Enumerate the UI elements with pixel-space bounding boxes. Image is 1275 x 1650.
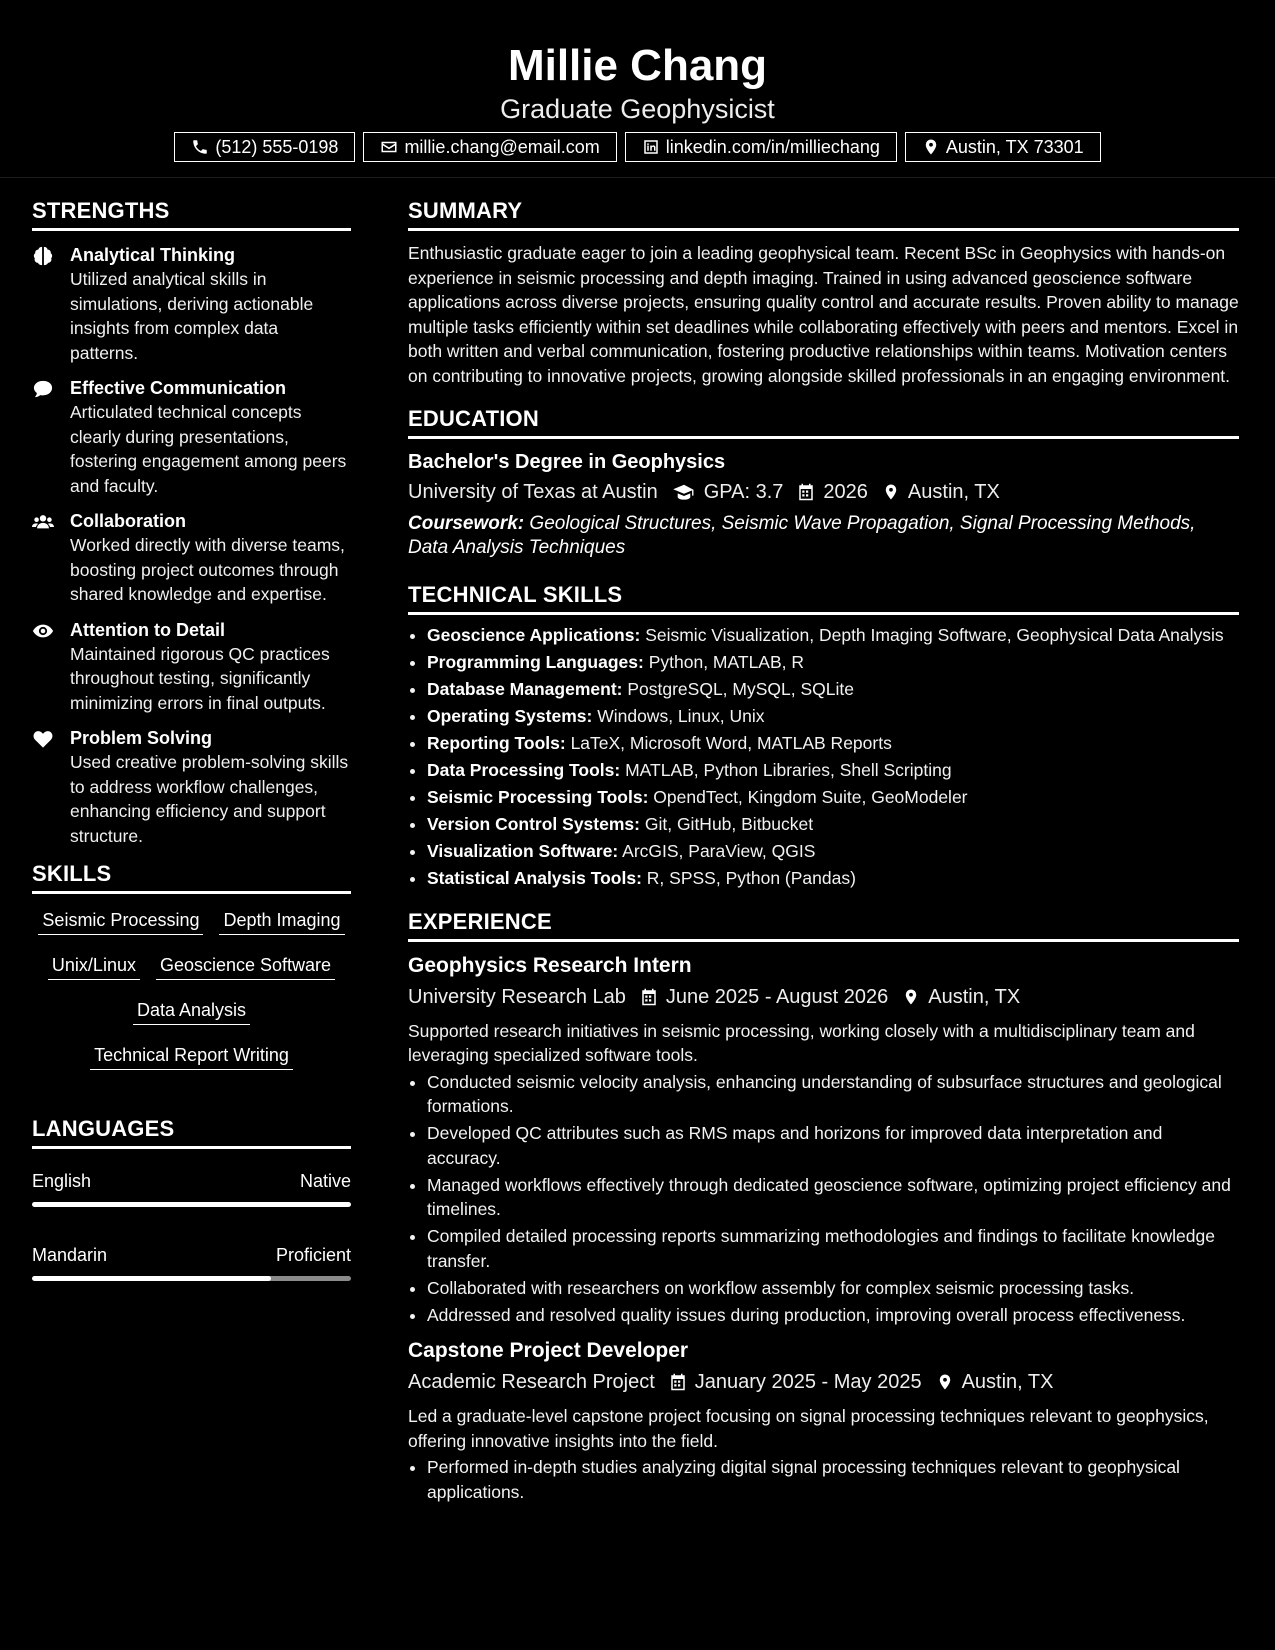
- language-bar: [32, 1202, 351, 1207]
- coursework-list: Geological Structures, Seismic Wave Propagation, Signal Processing Methods, Data Analysis Techniques: [408, 513, 1196, 558]
- strengths-heading: STRENGTHS: [32, 196, 351, 231]
- strength-item: [32, 509, 351, 607]
- graduation-year: 2026: [823, 481, 868, 503]
- gpa: GPA: 3.7: [703, 481, 784, 503]
- job-bullets: [408, 1070, 1239, 1328]
- contact-linkedin[interactable]: [625, 132, 897, 162]
- job-org: University Research Lab: [408, 985, 626, 1008]
- strength-item: [32, 618, 351, 716]
- language-item: [32, 1169, 351, 1207]
- candidate-name: Millie Chang: [507, 41, 768, 90]
- strength-title: Collaboration: [70, 511, 186, 531]
- phone-icon: [191, 138, 209, 156]
- map-pin-icon: [936, 1373, 954, 1391]
- email-text: millie.chang@email.com: [404, 137, 600, 157]
- strength-desc: Used creative problem-solving skills to address workflow challenges, enhancing efficiency and support structure.: [70, 752, 349, 846]
- strengths-section: [32, 196, 351, 848]
- education-heading: EDUCATION: [408, 404, 1239, 439]
- calendar-icon: [669, 1373, 687, 1391]
- list-item: • Database Management: PostgreSQL, MySQL, SQLite: [427, 677, 1239, 702]
- phone-text: (512) 555-0198: [215, 137, 339, 157]
- technical-skills-heading: TECHNICAL SKILLS: [408, 580, 1239, 615]
- job-org: Academic Research Project: [408, 1371, 655, 1393]
- contact-location[interactable]: [905, 132, 1101, 162]
- summary-text: Enthusiastic graduate eager to join a leading geophysical team. Recent BSc in Geophysics with hands-on experience in seismic processing and depth imaging. Trained in using advanced geoscience software applications across diverse projects, ensuring quality control and accurate results. Proven ability to manage multiple tasks efficiently within set deadlines while collaborating effectively with peers and mentors. Excel in both written and verbal communication, fostering productive relationships within teams. Motivation centers on contributing to innovative projects, growing alongside skilled professionals in an engaging environment.: [408, 243, 1239, 386]
- job-desc: Supported research initiatives in seismic processing, working closely with a multidisciplinary team and leveraging specialized software tools.: [408, 1020, 1195, 1065]
- map-pin-icon: [922, 138, 940, 156]
- job-location: Austin, TX: [961, 1371, 1054, 1393]
- degree-title: Bachelor's Degree in Geophysics: [408, 451, 726, 473]
- job-location: Austin, TX: [928, 985, 1021, 1008]
- brain-icon: [32, 246, 54, 266]
- list-item: • Reporting Tools: LaTeX, Microsoft Word, MATLAB Reports: [427, 731, 1239, 756]
- language-level: Native: [299, 1171, 351, 1191]
- job-dates: January 2025 - May 2025: [694, 1371, 922, 1393]
- job-title: Capstone Project Developer: [408, 1339, 689, 1362]
- contact-bar: [0, 132, 1275, 162]
- linkedin-text: linkedin.com/in/milliechang: [665, 137, 880, 157]
- skill-tag: Data Analysis: [133, 998, 250, 1025]
- users-icon: [32, 512, 54, 532]
- list-item: • Developed QC attributes such as RMS maps and horizons for improved data interpretation and accuracy.: [427, 1121, 1239, 1170]
- strength-title: Effective Communication: [70, 378, 287, 398]
- speech-bubble-icon: [32, 379, 54, 399]
- strength-desc: Maintained rigorous QC practices throughout testing, significantly minimizing errors in final outputs.: [70, 643, 330, 713]
- strength-desc: Worked directly with diverse teams, boosting project outcomes through shared knowledge and expertise.: [70, 535, 345, 604]
- strength-title: Attention to Detail: [70, 619, 225, 640]
- summary-section: [408, 196, 1239, 388]
- list-item: • Programming Languages: Python, MATLAB, R: [427, 650, 1239, 675]
- language-level: Proficient: [275, 1245, 351, 1265]
- strength-title: Problem Solving: [70, 728, 213, 748]
- calendar-icon: [640, 988, 658, 1006]
- contact-email[interactable]: [363, 132, 616, 162]
- education-meta: [408, 478, 1239, 506]
- list-item: • Data Processing Tools: MATLAB, Python Libraries, Shell Scripting: [427, 758, 1239, 783]
- map-pin-icon: [902, 988, 920, 1006]
- languages-heading: LANGUAGES: [32, 1114, 351, 1149]
- language-name: English: [32, 1171, 92, 1191]
- skill-tag: Technical Report Writing: [90, 1043, 293, 1070]
- list-item: • Operating Systems: Windows, Linux, Unix: [427, 704, 1239, 729]
- education-location: Austin, TX: [907, 481, 1000, 503]
- job-desc: Led a graduate-level capstone project focusing on signal processing techniques relevant to geophysics, offering innovative insights into the field.: [408, 1406, 1209, 1451]
- resume-header: [0, 0, 1275, 178]
- education-section: [408, 404, 1239, 560]
- list-item: • Seismic Processing Tools: OpendTect, Kingdom Suite, GeoModeler: [427, 785, 1239, 810]
- skill-tag: Depth Imaging: [219, 908, 344, 935]
- map-pin-icon: [882, 483, 900, 501]
- right-column: [408, 196, 1239, 1507]
- list-item: • Managed workflows effectively through dedicated geoscience software, optimizing project efficiency and timelines.: [427, 1173, 1239, 1222]
- list-item: • Compiled detailed processing reports summarizing methodologies and findings to facilitate knowledge transfer.: [427, 1224, 1239, 1273]
- list-item: • Geoscience Applications: Seismic Visualization, Depth Imaging Software, Geophysical Data Analysis: [427, 623, 1239, 648]
- list-item: • Addressed and resolved quality issues during production, improving overall process effectiveness.: [427, 1303, 1239, 1328]
- school-name: University of Texas at Austin: [408, 481, 658, 503]
- skills-section: [32, 859, 351, 1070]
- language-item: [32, 1243, 351, 1281]
- language-bar-fill: [32, 1202, 351, 1207]
- envelope-icon: [380, 138, 398, 156]
- linkedin-icon: [642, 138, 660, 156]
- list-item: • Statistical Analysis Tools: R, SPSS, Python (Pandas): [427, 866, 1239, 891]
- strength-item: [32, 243, 351, 365]
- skill-tag: Geoscience Software: [156, 953, 335, 980]
- language-name: Mandarin: [32, 1245, 108, 1265]
- list-item: • Conducted seismic velocity analysis, enhancing understanding of subsurface structures and geological formations.: [427, 1070, 1239, 1119]
- list-item: • Performed in-depth studies analyzing digital signal processing techniques relevant to geophysical applications.: [427, 1455, 1239, 1504]
- experience-section: [408, 907, 1239, 1505]
- candidate-title: Graduate Geophysicist: [500, 94, 775, 124]
- list-item: • Version Control Systems: Git, GitHub, Bitbucket: [427, 812, 1239, 837]
- job-entry: [408, 1337, 1239, 1504]
- skill-tag: Unix/Linux: [48, 953, 140, 980]
- eye-icon: [32, 621, 54, 641]
- job-entry: [408, 952, 1239, 1328]
- strength-item: [32, 726, 351, 848]
- job-dates: June 2025 - August 2026: [665, 985, 889, 1008]
- coursework: [408, 512, 1239, 560]
- job-title: Geophysics Research Intern: [408, 953, 692, 977]
- experience-heading: EXPERIENCE: [408, 907, 1239, 942]
- technical-skills-section: [408, 580, 1239, 891]
- languages-section: [32, 1114, 351, 1281]
- language-bar-fill: [32, 1276, 271, 1281]
- job-bullets: [408, 1455, 1239, 1504]
- skill-tag: Seismic Processing: [38, 908, 203, 935]
- technical-skills-list: [408, 623, 1239, 891]
- contact-phone[interactable]: [174, 132, 355, 162]
- job-meta: [408, 1368, 1239, 1396]
- list-item: • Collaborated with researchers on workflow assembly for complex seismic processing tasks.: [427, 1276, 1239, 1301]
- skill-tags: [32, 908, 351, 1070]
- coursework-label: Coursework:: [408, 513, 525, 534]
- graduation-cap-icon: [672, 483, 696, 501]
- strength-title: Analytical Thinking: [70, 245, 236, 265]
- location-text: Austin, TX 73301: [945, 137, 1084, 157]
- strength-desc: Articulated technical concepts clearly during presentations, fostering engagement among peers and faculty.: [70, 402, 347, 496]
- calendar-icon: [797, 483, 815, 501]
- summary-heading: SUMMARY: [408, 196, 1239, 231]
- skills-heading: SKILLS: [32, 859, 351, 894]
- heart-icon: [32, 729, 54, 749]
- job-meta: [408, 983, 1239, 1011]
- left-column: [32, 196, 351, 1281]
- strength-item: [32, 376, 351, 498]
- language-bar: [32, 1276, 351, 1281]
- list-item: • Visualization Software: ArcGIS, ParaView, QGIS: [427, 839, 1239, 864]
- strength-desc: Utilized analytical skills in simulations, deriving actionable insights from complex data patterns.: [70, 269, 314, 363]
